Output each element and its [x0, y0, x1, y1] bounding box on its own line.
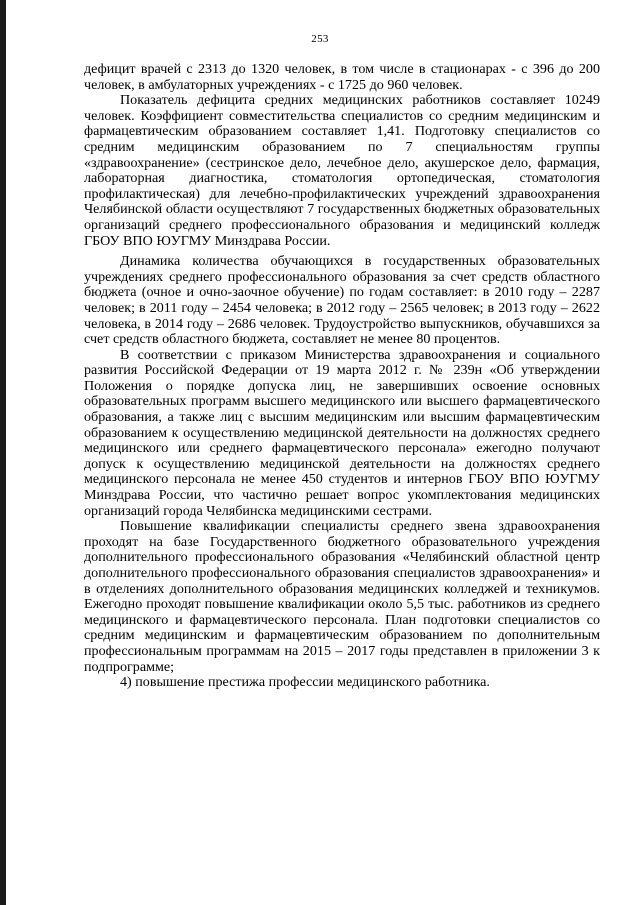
body-text	[84, 62, 600, 691]
paragraph-nurse-deficit: Показатель дефицита средних медицинских работников составляет 10249 человек. Коэффициент совместительства специалистов со средним медицинским и фармацевтическим образованием составляет 1,41. Подготовку специалистов со средним медицинским образованием по 7 специальностям группы «здравоохранение» (сестринское дело, лечебное дело, акушерское дело, фармация, лабораторная диагностика, стоматология ортопедическая, стоматология профилактическая) для лечебно-профилактических учреждений здравоохранения Челябинской области осуществляют 7 государственных бюджетных образовательных организаций среднего профессионального образования и медицинский колледж ГБОУ ВПО ЮУГМУ Минздрава России.	[84, 92, 600, 249]
paragraph-qualification: Повышение квалификации специалисты среднего звена здравоохранения проходят на базе Государственного бюджетного образовательного учреждения дополнительного профессионального образования «Челябинский областной центр дополнительного профессионального образования специалистов здравоохранения» и в отделениях дополнительного образования медицинских колледжей и техникумов. Ежегодно проходят повышение квалификации около 5,5 тыс. работников из среднего медицинского и фармацевтического персонала. План подготовки специалистов со средним медицинским и фармацевтическим образованием по дополнительным профессиональным программам на 2015 – 2017 годы представлен в приложении 3 к подпрограмме;	[84, 518, 600, 675]
paragraph-doctor-deficit: дефицит врачей с 2313 до 1320 человек, в том числе в стационарах - с 396 до 200 человек, в амбулаторных учреждениях - с 1725 до 960 человек.	[84, 61, 600, 93]
paragraph-student-dynamics: Динамика количества обучающихся в государственных образовательных учреждениях среднего профессионального образования за счет средств областного бюджета (очное и очно-заочное обучение) по годам составляет: в 2010 году – 2287 человек; в 2011 году – 2454 человека; в 2012 году – 2565 человек; в 2013 году – 2622 человека, в 2014 году – 2686 человек. Трудоустройство выпускников, обучавшихся за счет средств областного бюджета, составляет не менее 80 процентов.	[84, 253, 600, 348]
scan-edge-shadow	[0, 0, 6, 905]
page-number: 253	[311, 33, 329, 45]
paragraph-prestige: 4) повышение престижа профессии медицинского работника.	[120, 674, 490, 691]
paragraph-ministry-order: В соответствии с приказом Министерства здравоохранения и социального развития Российской Федерации от 19 марта 2012 г. № 239н «Об утверждении Положения о порядке допуска лиц, не завершивших освоение основных образовательных программ высшего медицинского или высшего фармацевтического образования, а также лиц с высшим медицинским или высшим фармацевтическим образованием к осуществлению медицинской деятельности на должностях среднего медицинского или среднего фармацевтического персонала» ежегодно получают допуск к осуществлению медицинской деятельности на должностях среднего медицинского персонала не менее 450 студентов и интернов ГБОУ ВПО ЮУГМУ Минздрава России, что частично решает вопрос укомплектования медицинских организаций города Челябинска медицинскими сестрами.	[84, 346, 600, 519]
